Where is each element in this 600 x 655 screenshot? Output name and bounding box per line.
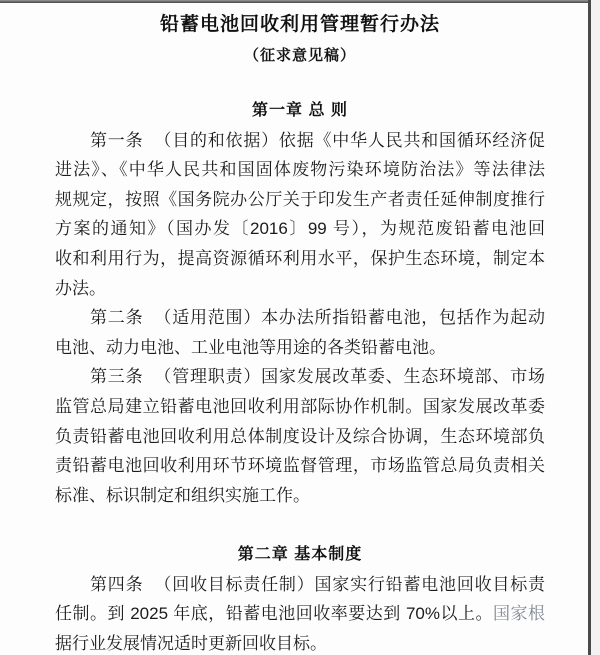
document-body	[55, 96, 545, 655]
article-1-line-2: 进法》、《中华人民共和国固体废物污染环境防治法》等法律法	[55, 160, 545, 180]
article-4-line-2-gray-text: 国家根	[493, 604, 545, 624]
article-4-line-1: 第四条 （回收目标责任制）国家实行铅蓄电池回收目标责	[90, 574, 545, 594]
page-right-border	[588, 0, 591, 655]
article-3-line-1: 第三条 （管理职责）国家发展改革委、生态环境部、市场	[90, 367, 545, 387]
blank-line	[55, 510, 545, 540]
article-3-line-5: 标准、标识制定和组织实施工作。	[55, 485, 310, 505]
page-right-margin-strip	[591, 0, 600, 655]
article-4-line-2-text: 任制。到 2025 年底，铅蓄电池回收率要达到 70%以上。	[55, 604, 493, 624]
article-3-line-2: 监管总局建立铅蓄电池回收利用部际协作机制。国家发展改革委	[55, 396, 545, 416]
chapter-1-heading: 第一章 总 则	[252, 102, 348, 119]
article-1-line-4: 方案的通知》（国办发〔2016〕99 号），为规范废铅蓄电池回	[55, 219, 545, 239]
article-2-line-2: 电池、动力电池、工业电池等用途的各类铅蓄电池。	[55, 337, 446, 357]
article-4-line-2	[55, 599, 545, 629]
article-3-line-4: 责铅蓄电池回收利用环节环境监督管理，市场监管总局负责相关	[55, 456, 545, 476]
article-3-line-3: 负责铅蓄电池回收利用总体制度设计及综合协调，生态环境部负	[55, 426, 545, 446]
article-1-line-3: 规规定，按照《国务院办公厅关于印发生产者责任延伸制度推行	[55, 189, 545, 209]
article-4-line-3: 据行业发展情况适时更新回收目标。	[55, 633, 327, 653]
article-1-line-1: 第一条 （目的和依据）依据《中华人民共和国循环经济促	[90, 130, 545, 150]
article-1-line-6: 办法。	[55, 278, 106, 298]
article-1-line-5: 收和利用行为，提高资源循环利用水平，保护生态环境，制定本	[55, 248, 545, 268]
chapter-2-heading: 第二章 基本制度	[237, 545, 363, 563]
document-subtitle: （征求意见稿）	[243, 47, 356, 64]
document-title: 铅蓄电池回收利用管理暂行办法	[159, 14, 440, 35]
article-2-line-1: 第二条 （适用范围）本办法所指铅蓄电池，包括作为起动	[90, 308, 545, 328]
page-top-border	[0, 0, 600, 3]
